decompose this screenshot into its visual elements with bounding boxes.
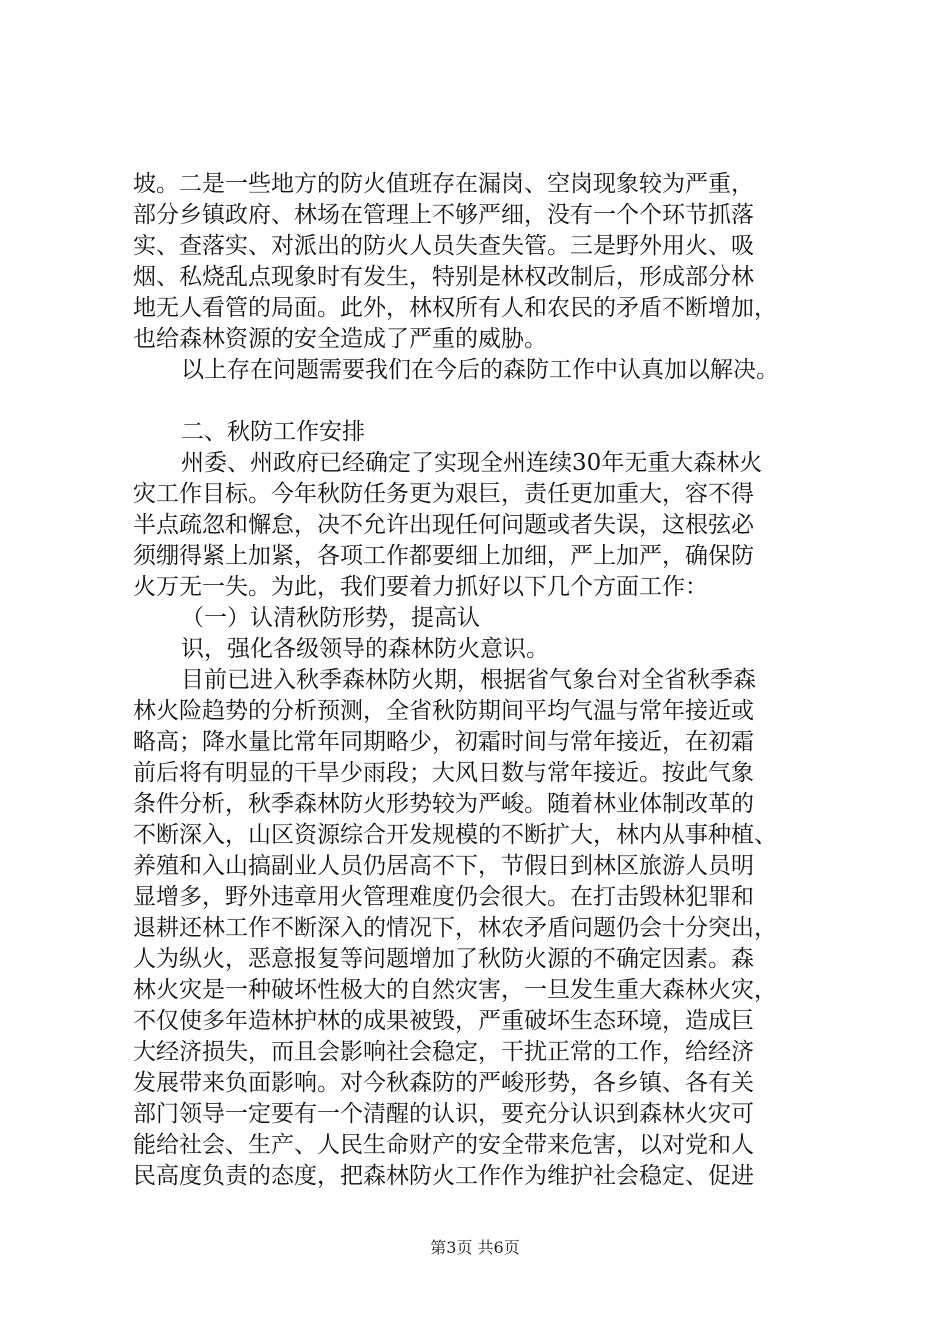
- body-line: 略高；降水量比常年同期略少，初霜时间与常年接近，在初霜: [133, 729, 754, 755]
- body-line: 火万无一失。为此，我们要着力抓好以下几个方面工作：: [133, 574, 708, 600]
- body-line: 发展带来负面影响。对今秋森防的严峻形势，各乡镇、各有关: [133, 1070, 754, 1096]
- body-line: 林火险趋势的分析预测，全省秋防期间平均气温与常年接近或: [133, 698, 754, 724]
- body-line: 不断深入，山区资源综合开发规模的不断扩大，林内从事种植、: [133, 822, 777, 848]
- body-line: 实、查落实、对派出的防火人员失查失管。三是野外用火、吸: [133, 233, 754, 259]
- body-line: 能给社会、生产、人民生命财产的安全带来危害，以对党和人: [133, 1132, 754, 1158]
- body-line: 部分乡镇政府、林场在管理上不够严细，没有一个个环节抓落: [133, 202, 754, 228]
- body-line: 民高度负责的态度，把森林防火工作作为维护社会稳定、促进: [133, 1163, 754, 1189]
- body-line: 养殖和入山搞副业人员仍居高不下，节假日到林区旅游人员明: [133, 853, 754, 879]
- section-heading: 二、秋防工作安排: [181, 419, 365, 445]
- body-line: 也给森林资源的安全造成了严重的威胁。: [133, 326, 547, 352]
- body-line: 坡。二是一些地方的防火值班存在漏岗、空岗现象较为严重，: [133, 171, 754, 197]
- subsection-heading: （一）认清秋防形势，提高认: [181, 605, 480, 631]
- body-line: 目前已进入秋季森林防火期，根据省气象台对全省秋季森: [181, 667, 756, 693]
- body-line: 须绷得紧上加紧，各项工作都要细上加细，严上加严，确保防: [133, 543, 754, 569]
- page-footer: 第3页 共6页: [430, 1238, 520, 1257]
- body-line: 林火灾是一种破坏性极大的自然灾害，一旦发生重大森林火灾，: [133, 977, 777, 1003]
- body-line: 退耕还林工作不断深入的情况下，林农矛盾问题仍会十分突出，: [133, 915, 777, 941]
- body-line: 州委、州政府已经确定了实现全州连续30年无重大森林火: [181, 450, 763, 476]
- subsection-heading: 识，强化各级领导的森林防火意识。: [181, 636, 549, 662]
- body-line: 部门领导一定要有一个清醒的认识，要充分认识到森林火灾可: [133, 1101, 754, 1127]
- body-line: 地无人看管的局面。此外，林权所有人和农民的矛盾不断增加，: [133, 295, 777, 321]
- body-line: 灾工作目标。今年秋防任务更为艰巨，责任更加重大，容不得: [133, 481, 754, 507]
- body-line: 大经济损失，而且会影响社会稳定，干扰正常的工作，给经济: [133, 1039, 754, 1065]
- body-line: 半点疏忽和懈怠，决不允许出现任何问题或者失误，这根弦必: [133, 512, 754, 538]
- body-line: 烟、私烧乱点现象时有发生，特别是林权改制后，形成部分林: [133, 264, 754, 290]
- body-line: 条件分析，秋季森林防火形势较为严峻。随着林业体制改革的: [133, 791, 754, 817]
- body-line: 以上存在问题需要我们在今后的森防工作中认真加以解决。: [181, 357, 779, 383]
- body-line: 显增多，野外违章用火管理难度仍会很大。在打击毁林犯罪和: [133, 884, 754, 910]
- body-line: 不仅使多年造林护林的成果被毁，严重破坏生态环境，造成巨: [133, 1008, 754, 1034]
- body-line: 人为纵火，恶意报复等问题增加了秋防火源的不确定因素。森: [133, 946, 754, 972]
- body-line: 前后将有明显的干旱少雨段；大风日数与常年接近。按此气象: [133, 760, 754, 786]
